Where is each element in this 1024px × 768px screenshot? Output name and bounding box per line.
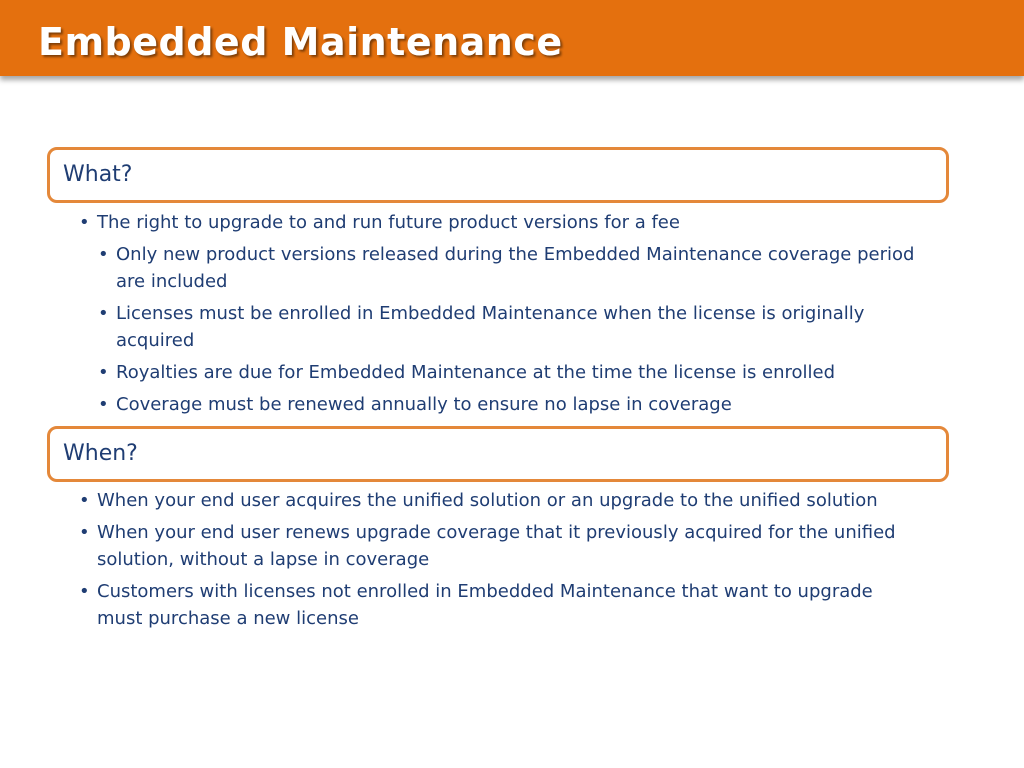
what-subbullet-1-text: Only new product versions released during the Embedded Maintenance coverage period are included — [116, 244, 915, 292]
bullet-icon: • — [98, 362, 109, 383]
when-bullet-list — [0, 487, 907, 637]
bullet-icon: • — [98, 394, 109, 415]
when-bullet-2-text: When your end user renews upgrade coverage that it previously acquired for the unified solution, without a lapse in coverage — [97, 522, 896, 570]
bullet-icon: • — [79, 581, 90, 602]
what-subbullet-4 — [98, 391, 936, 418]
when-bullet-3 — [79, 578, 907, 632]
title-bar — [0, 0, 1024, 76]
when-bullet-2 — [79, 519, 907, 573]
what-subbullet-1 — [98, 241, 936, 295]
bullet-icon: • — [79, 522, 90, 543]
what-subbullet-3-text: Royalties are due for Embedded Maintenance at the time the license is enrolled — [116, 362, 836, 383]
what-bullet-1-text: The right to upgrade to and run future product versions for a fee — [97, 212, 680, 233]
what-subbullet-2 — [98, 300, 936, 354]
when-bullet-3-text: Customers with licenses not enrolled in Embedded Maintenance that want to upgrade must purchase a new license — [97, 581, 873, 629]
what-subbullet-2-text: Licenses must be enrolled in Embedded Maintenance when the license is originally acquired — [116, 303, 865, 351]
when-section-box — [47, 426, 949, 482]
bullet-icon: • — [98, 244, 109, 265]
bullet-icon: • — [79, 490, 90, 511]
slide-title: Embedded Maintenance — [38, 20, 563, 64]
when-heading: When? — [63, 441, 138, 466]
when-bullet-1 — [79, 487, 907, 514]
what-bullet-1 — [79, 209, 907, 236]
bullet-icon: • — [98, 303, 109, 324]
bullet-icon: • — [79, 212, 90, 233]
what-subbullet-3 — [98, 359, 936, 386]
when-bullet-1-text: When your end user acquires the unified solution or an upgrade to the unified solution — [97, 490, 878, 511]
what-subbullet-4-text: Coverage must be renewed annually to ensure no lapse in coverage — [116, 394, 732, 415]
what-section-box — [47, 147, 949, 203]
what-heading: What? — [63, 162, 133, 187]
what-bullet-list — [0, 209, 936, 423]
